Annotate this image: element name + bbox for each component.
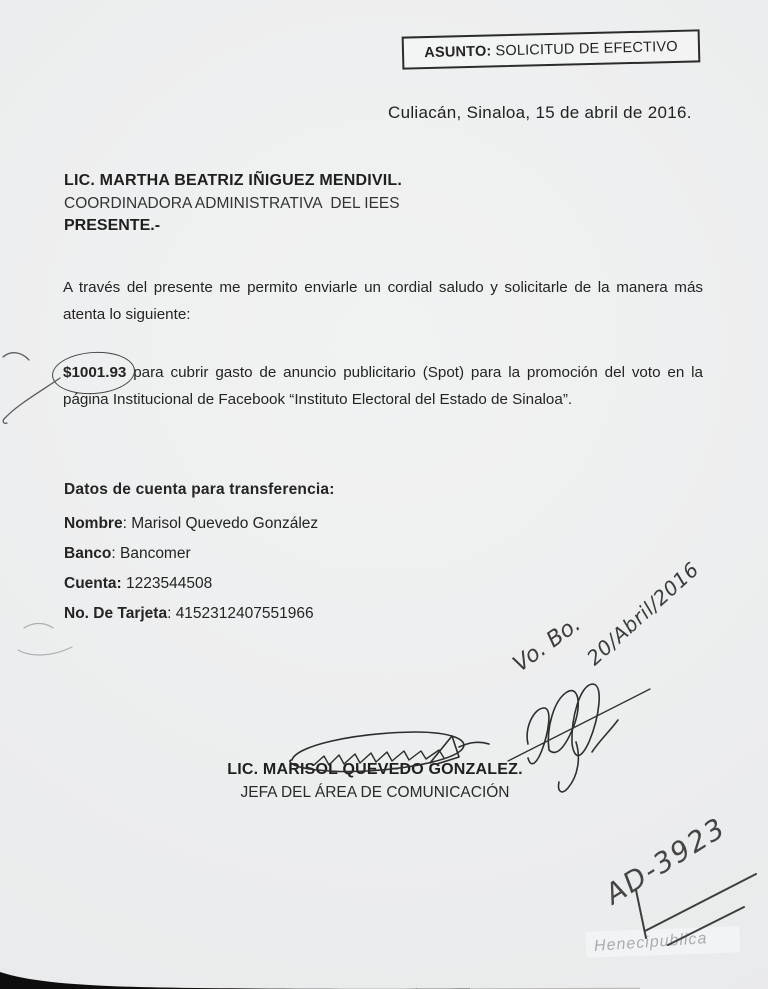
signer-name: LIC. MARISOL QUEVEDO GONZALEZ. (227, 761, 523, 778)
recipient-name: LIC. MARTHA BEATRIZ IÑIGUEZ MENDIVIL. (64, 172, 403, 189)
request-paragraph (63, 359, 703, 413)
handwritten-approval-date: 20/Abril/2016 (581, 557, 704, 670)
dateline: Culiacán, Sinaloa, 15 de abril de 2016. (388, 103, 692, 122)
signer-title: JEFA DEL ÁREA DE COMUNICACIÓN (240, 784, 510, 801)
field-label: Cuenta: (64, 575, 122, 592)
amount-value: $1001.93 (63, 364, 127, 381)
request-line-2: página Institucional de Facebook “Instituto Electoral del Estado de Sinaloa”. (63, 391, 573, 408)
subject-label: ASUNTO: (424, 42, 492, 61)
field-label: Nombre (64, 515, 123, 532)
handwritten-vobo: Vo. Bo. (508, 611, 586, 678)
intro-line-2: atenta lo siguiente: (63, 306, 191, 323)
account-field-cuenta (64, 576, 335, 592)
request-line-1-rest: para cubrir gasto de anuncio publicitario (Spot) para la promoción del voto en la (126, 364, 703, 381)
subject-value: SOLICITUD DE EFECTIVO (495, 38, 678, 59)
handwritten-folio: AD-3923 (599, 810, 732, 911)
circled-amount (63, 359, 126, 386)
margin-squiggle-top (3, 353, 60, 424)
field-value: : Marisol Quevedo González (122, 515, 319, 532)
field-value: : Bancomer (111, 545, 191, 562)
field-value: : 4152312407551966 (167, 605, 314, 622)
request-line-1 (63, 359, 703, 386)
subject-box (402, 29, 701, 69)
intro-line-1: A través del presente me permito enviarle un cordial saludo y solicitarle de la manera más (63, 279, 703, 296)
account-field-banco (64, 546, 335, 562)
field-label: Banco (64, 545, 112, 562)
account-field-tarjeta (64, 606, 335, 622)
stamp-text: Henecipublica (593, 930, 708, 955)
account-field-nombre (64, 516, 335, 532)
account-title: Datos de cuenta para transferencia: (64, 481, 335, 498)
recipient-block (64, 170, 402, 238)
field-value: 1223544508 (121, 575, 213, 592)
scan-edge-shadow (0, 972, 640, 989)
recipient-title: COORDINADORA ADMINISTRATIVA DEL IEES (64, 194, 400, 212)
recipient-salutation: PRESENTE.- (64, 217, 161, 234)
signature-block (205, 761, 545, 802)
account-block (64, 481, 335, 636)
intro-paragraph (63, 274, 703, 328)
field-label: No. De Tarjeta (64, 605, 168, 622)
